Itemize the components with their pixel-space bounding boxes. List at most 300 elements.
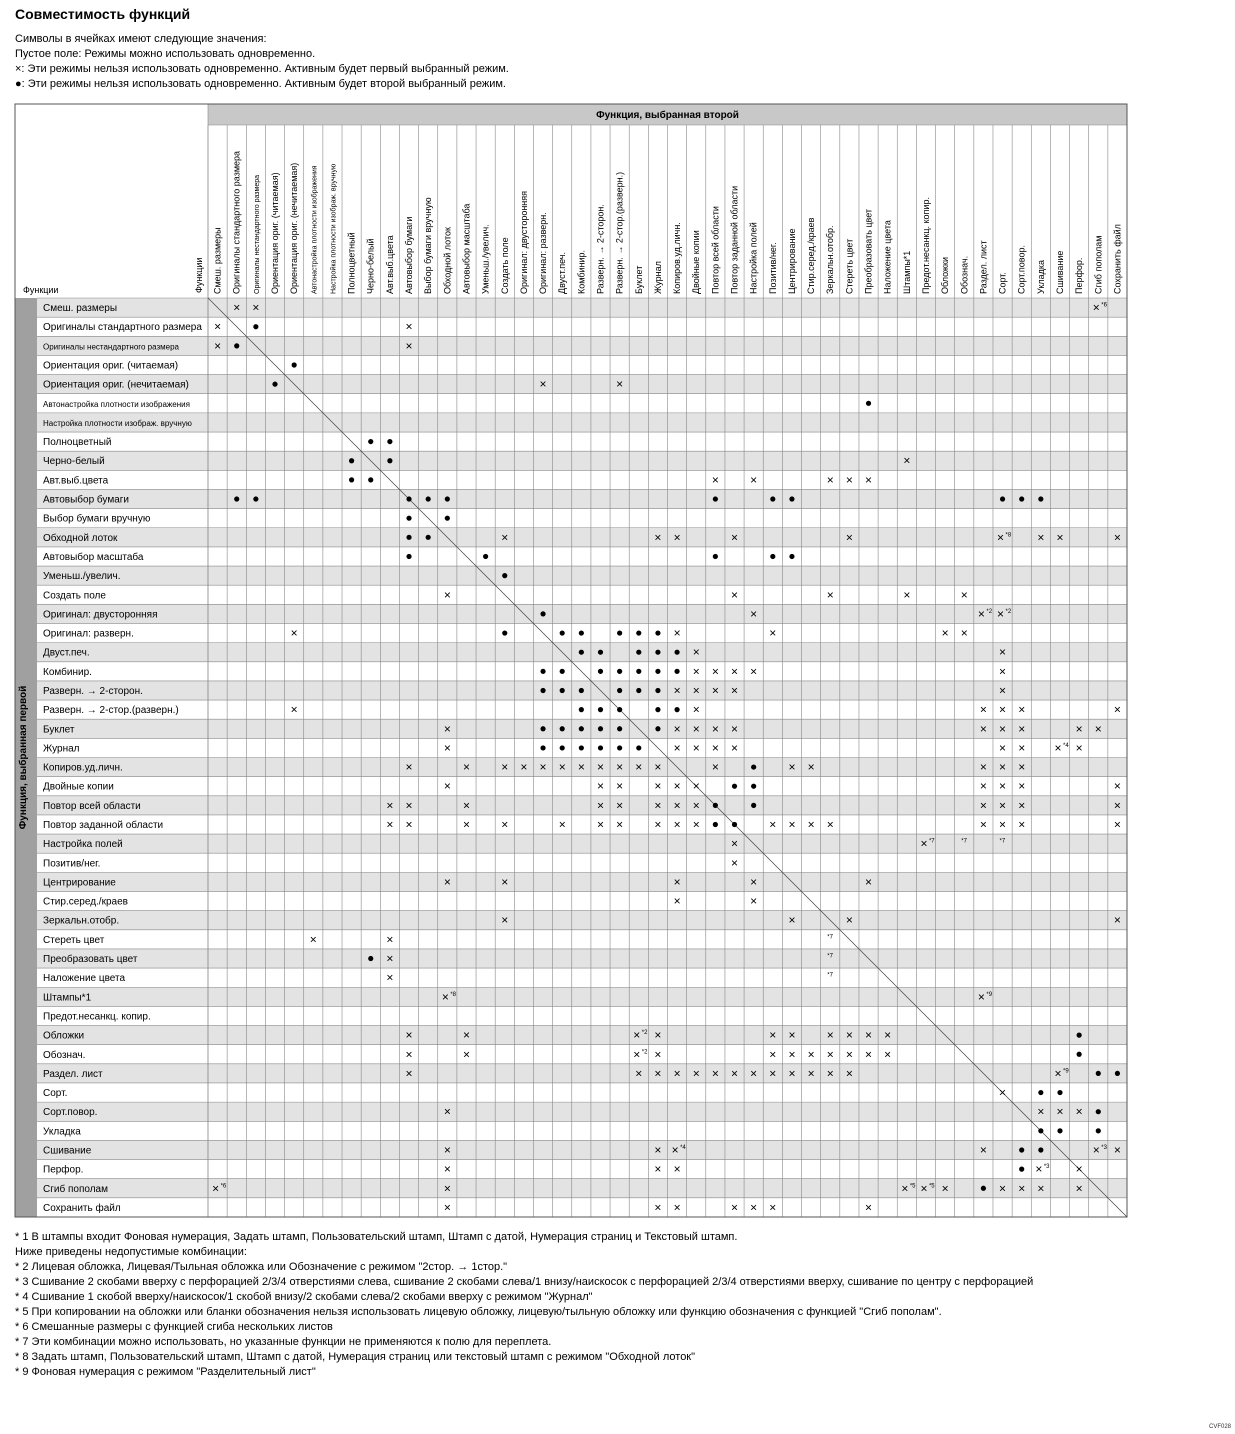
cell-mark: × [405, 338, 413, 353]
row-stripe [37, 949, 1127, 968]
cell-mark: × [654, 798, 662, 813]
column-header: Оригинал: разверн. [538, 212, 549, 294]
row-label: Наложение цвета [43, 973, 126, 985]
cell-mark: × [788, 1047, 796, 1062]
cell-footnote: *7 [961, 838, 967, 845]
row-stripe [37, 413, 1127, 432]
cell-footnote: *5 [909, 1183, 916, 1190]
column-header: Автовыбор бумаги [404, 216, 415, 294]
cell-mark: × [596, 817, 604, 832]
column-header: Автовыбор масштаба [461, 203, 472, 294]
cell-mark: × [731, 836, 739, 851]
corner-label: Функции [194, 257, 204, 293]
cell-mark: × [309, 932, 317, 947]
column-header: Позитив/нег. [767, 242, 778, 294]
cell-mark: × [1094, 721, 1102, 736]
cell-mark: × [845, 472, 853, 487]
cell-mark: × [405, 760, 413, 775]
cell-mark: × [692, 664, 700, 679]
cell-mark: × [1075, 1162, 1083, 1177]
cell-mark: × [865, 1028, 873, 1043]
cell-mark [732, 784, 737, 789]
cell-mark: × [845, 530, 853, 545]
row-label: Оригиналы стандартного размера [43, 322, 202, 334]
cell-mark [1096, 1071, 1101, 1076]
column-header: Перфор. [1074, 257, 1085, 294]
cell-mark: × [1018, 702, 1026, 717]
cell-mark [272, 382, 277, 387]
cell-mark: × [731, 664, 739, 679]
cell-mark: × [769, 817, 777, 832]
cell-mark: × [673, 626, 681, 641]
cell-mark: × [1113, 1142, 1121, 1157]
cell-mark [751, 764, 756, 769]
cell-mark [1038, 496, 1043, 501]
cell-mark: × [290, 626, 298, 641]
column-header: Создать поле [499, 237, 510, 294]
row-stripe [37, 987, 1127, 1006]
row-label: Сгиб пополам [43, 1183, 108, 1195]
cell-mark: × [462, 1047, 470, 1062]
cell-mark: × [214, 338, 222, 353]
cell-mark: × [979, 760, 987, 775]
cell-mark: × [865, 1047, 873, 1062]
cell-mark: × [673, 740, 681, 755]
cell-mark [234, 496, 239, 501]
cell-mark [540, 745, 545, 750]
cell-mark [1077, 1033, 1082, 1038]
column-header: Стир.серед./краев [806, 217, 817, 294]
cell-mark [445, 516, 450, 521]
row-label: Автовыбор масштаба [43, 551, 144, 563]
row-label: Двуст.печ. [43, 647, 90, 659]
cell-mark [617, 630, 622, 635]
cell-mark [502, 573, 507, 578]
cell-mark: × [1075, 721, 1083, 736]
cell-footnote: *7 [827, 972, 833, 979]
cell-mark [598, 745, 603, 750]
column-header: Оригинал: двусторонняя [518, 190, 529, 294]
cell-mark: × [386, 970, 394, 985]
cell-mark: × [692, 702, 700, 717]
cell-mark: × [635, 760, 643, 775]
column-header: Двуст.печ. [557, 252, 568, 294]
cell-mark: × [386, 932, 394, 947]
column-header: Черно-белый [365, 238, 376, 294]
cell-mark: × [788, 913, 796, 928]
footnote: * 7 Эти комбинации можно использовать, но указанные функции не применяются к полю для переплета. [15, 1336, 552, 1348]
cell-mark [292, 362, 297, 367]
column-header: Предот.несанкц. копир. [920, 197, 931, 294]
cell-mark [1057, 1128, 1062, 1133]
cell-mark [1057, 1090, 1062, 1095]
cell-mark: × [1113, 913, 1121, 928]
row-stripe [37, 528, 1127, 547]
column-header: Выбор бумаги вручную [423, 197, 434, 294]
cell-mark: × [731, 683, 739, 698]
column-header: Сохранить файл [1112, 224, 1123, 294]
cell-mark: × [692, 817, 700, 832]
cell-mark [617, 688, 622, 693]
cell-mark: × [711, 664, 719, 679]
cell-mark: × [654, 530, 662, 545]
cell-mark [1019, 496, 1024, 501]
cell-mark [540, 726, 545, 731]
row-label: Полноцветный [43, 437, 112, 449]
cell-mark: × [750, 874, 758, 889]
cell-mark: × [577, 760, 585, 775]
cell-mark: × [1056, 530, 1064, 545]
cell-mark: × [212, 1181, 220, 1196]
cell-mark [368, 956, 373, 961]
cell-footnote: *7 [827, 953, 833, 960]
cell-mark: × [616, 817, 624, 832]
cell-mark [579, 650, 584, 655]
cell-mark: × [711, 760, 719, 775]
cell-mark: × [443, 1200, 451, 1215]
cell-mark [1038, 1128, 1043, 1133]
cell-mark: × [654, 1066, 662, 1081]
row-label: Обходной лоток [43, 532, 118, 544]
cell-mark: × [558, 817, 566, 832]
row-label: Автонастройка плотности изображения [43, 399, 190, 409]
top-header-label: Функция, выбранная второй [596, 110, 739, 121]
cell-mark [540, 688, 545, 693]
cell-mark: × [769, 626, 777, 641]
cell-mark [579, 745, 584, 750]
cell-mark: × [616, 377, 624, 392]
row-label: Разверн. → 2-сторон. [43, 685, 143, 697]
cell-mark: × [405, 319, 413, 334]
row-label: Штампы*1 [43, 992, 92, 1004]
cell-mark: × [1018, 817, 1026, 832]
cell-mark: × [1018, 740, 1026, 755]
cell-mark: × [462, 798, 470, 813]
cell-mark: × [750, 664, 758, 679]
footnote: * 8 Задать штамп, Пользовательский штамп, Штамп с датой, Нумерация страниц или текстовый штамп с режимом "Обходной лоток" [15, 1351, 696, 1363]
cell-mark: × [252, 300, 260, 315]
cell-mark: × [654, 779, 662, 794]
column-header: Разверн. → 2-стор.(разверн.) [614, 171, 625, 294]
cell-mark: × [654, 1028, 662, 1043]
cell-footnote: *6 [1101, 302, 1107, 309]
cell-mark [655, 669, 660, 674]
column-header: Оригиналы нестандартного размера [253, 174, 261, 294]
cell-mark: × [692, 798, 700, 813]
cell-mark: × [386, 951, 394, 966]
row-label: Авт.выб.цвета [43, 475, 109, 487]
cell-mark: × [977, 989, 985, 1004]
cell-footnote: *5 [928, 1183, 935, 1190]
cell-mark [406, 535, 411, 540]
cell-mark: × [901, 1181, 909, 1196]
cell-mark: × [750, 606, 758, 621]
row-label: Повтор заданной области [43, 820, 164, 832]
cell-mark: × [960, 626, 968, 641]
cell-mark: × [214, 319, 222, 334]
row-label: Настройка полей [43, 839, 123, 851]
footnote: Ниже приведены недопустимые комбинации: [15, 1246, 247, 1258]
cell-mark: × [999, 664, 1007, 679]
cell-mark [636, 650, 641, 655]
column-header: Буклет [633, 265, 644, 294]
cell-mark: × [443, 721, 451, 736]
cell-mark: × [731, 1200, 739, 1215]
cell-mark: × [405, 798, 413, 813]
cell-mark [1096, 1128, 1101, 1133]
cell-mark: × [405, 817, 413, 832]
cell-mark: × [501, 817, 509, 832]
cell-footnote: *2 [1005, 608, 1012, 615]
cell-mark: × [405, 1066, 413, 1081]
cell-mark: × [903, 453, 911, 468]
row-label: Черно-белый [43, 456, 105, 468]
cell-mark [732, 822, 737, 827]
cell-mark: × [731, 530, 739, 545]
cell-mark: × [826, 587, 834, 602]
cell-footnote: *9 [1062, 1068, 1069, 1075]
cell-mark: × [1075, 1181, 1083, 1196]
cell-footnote: *7 [999, 838, 1006, 845]
legend-line: ●: Эти режимы нельзя использовать одновременно. Активным будет второй выбранный режим. [15, 78, 506, 90]
column-header: Раздел. лист [978, 240, 989, 294]
row-label: Стир.серед./краев [43, 896, 128, 908]
cell-mark: × [673, 683, 681, 698]
cell-mark: × [673, 817, 681, 832]
column-header: Ориентация ориг. (читаемая) [270, 172, 281, 294]
row-stripe [37, 911, 1127, 930]
column-header: Комбинир. [576, 249, 587, 294]
cell-mark [598, 707, 603, 712]
footnote: * 4 Сшивание 1 скобой вверху/наискосок/1 скобой внизу/2 скобами слева/2 скобами вверху с режимом "Журнал" [15, 1291, 593, 1303]
cell-mark: × [1018, 1181, 1026, 1196]
row-label: Сохранить файл [43, 1202, 121, 1214]
cell-mark [368, 477, 373, 482]
cell-mark [674, 669, 679, 674]
cell-mark [655, 726, 660, 731]
cell-mark [770, 554, 775, 559]
cell-mark: × [979, 798, 987, 813]
cell-mark: × [826, 472, 834, 487]
corner-label: Функции [23, 285, 59, 295]
cell-mark [655, 650, 660, 655]
cell-mark: × [731, 1066, 739, 1081]
cell-mark: × [692, 721, 700, 736]
row-label: Преобразовать цвет [43, 954, 138, 966]
figure-code: CVF028 [1208, 1424, 1231, 1430]
cell-mark [789, 554, 794, 559]
cell-mark [636, 688, 641, 693]
column-header: Авт.выб.цвета [384, 235, 395, 294]
cell-footnote: *8 [1005, 532, 1012, 539]
row-stripe [37, 375, 1127, 394]
cell-mark [540, 611, 545, 616]
cell-mark: × [1075, 1104, 1083, 1119]
cell-mark: × [673, 1162, 681, 1177]
cell-footnote: *6 [220, 1183, 227, 1190]
cell-mark: × [960, 587, 968, 602]
cell-mark: × [1018, 798, 1026, 813]
cell-mark [1019, 1147, 1024, 1152]
row-label: Повтор всей области [43, 800, 141, 812]
legend-line: ×: Эти режимы нельзя использовать одновременно. Активным будет первый выбранный режим. [15, 63, 509, 75]
cell-mark: × [633, 1047, 641, 1062]
cell-mark: × [1018, 760, 1026, 775]
cell-mark [655, 707, 660, 712]
cell-mark [426, 496, 431, 501]
cell-mark [502, 630, 507, 635]
cell-mark: × [443, 740, 451, 755]
cell-mark: × [290, 702, 298, 717]
cell-mark: × [616, 760, 624, 775]
cell-mark [253, 496, 258, 501]
cell-mark: × [692, 683, 700, 698]
cell-mark: × [654, 817, 662, 832]
cell-mark [1038, 1147, 1043, 1152]
cell-mark [483, 554, 488, 559]
cell-mark [560, 745, 565, 750]
cell-mark: × [997, 606, 1005, 621]
footnote: * 9 Фоновая нумерация с режимом "Разделительный лист" [15, 1366, 316, 1378]
row-label: Позитив/нег. [43, 858, 101, 870]
cell-mark: × [845, 1047, 853, 1062]
cell-mark: × [979, 721, 987, 736]
column-header: Автонастройка плотности изображения [311, 165, 319, 294]
row-label: Перфор. [43, 1164, 84, 1176]
cell-mark: × [405, 1028, 413, 1043]
footnote: * 1 В штампы входит Фоновая нумерация, Задать штамп, Пользовательский штамп, Штамп с датой, Нумерация страниц и Текстовый штамп. [15, 1231, 738, 1243]
row-label: Двойные копии [43, 781, 114, 793]
cell-mark: × [826, 1028, 834, 1043]
cell-mark: × [977, 606, 985, 621]
cell-mark: × [884, 1028, 892, 1043]
row-label: Оригинал: разверн. [43, 628, 134, 640]
column-header: Преобразовать цвет [863, 208, 874, 294]
row-label: Журнал [43, 743, 80, 755]
cell-mark [1038, 1090, 1043, 1095]
cell-mark [540, 669, 545, 674]
cell-mark [579, 630, 584, 635]
cell-mark: × [999, 760, 1007, 775]
column-header: Полноцветный [346, 232, 357, 294]
row-label: Буклет [43, 724, 75, 736]
cell-mark: × [941, 626, 949, 641]
cell-mark [349, 458, 354, 463]
row-label: Обознач. [43, 1049, 86, 1061]
cell-mark: × [673, 721, 681, 736]
cell-mark: × [654, 1047, 662, 1062]
cell-mark [1019, 1167, 1024, 1172]
cell-mark: × [711, 721, 719, 736]
cell-mark: × [1075, 740, 1083, 755]
cell-mark [1000, 496, 1005, 501]
row-label: Обложки [43, 1030, 85, 1042]
cell-mark: × [233, 300, 241, 315]
row-label: Центрирование [43, 877, 116, 889]
cell-mark: × [1018, 721, 1026, 736]
column-header: Копиров.уд.личн. [672, 222, 683, 294]
cell-footnote: *3 [1043, 1164, 1050, 1171]
column-header: Двойные копии [691, 230, 702, 294]
cell-footnote: *4 [1062, 742, 1069, 749]
cell-mark: × [501, 913, 509, 928]
cell-mark: × [711, 683, 719, 698]
cell-mark: × [903, 587, 911, 602]
cell-mark: × [1113, 798, 1121, 813]
cell-mark: × [441, 989, 449, 1004]
cell-mark: × [654, 760, 662, 775]
column-header: Наложение цвета [882, 220, 893, 294]
cell-mark: × [596, 798, 604, 813]
cell-mark: × [596, 760, 604, 775]
column-header: Сорт. [997, 272, 1008, 294]
cell-mark: × [826, 817, 834, 832]
cell-mark: × [539, 760, 547, 775]
cell-mark [234, 343, 239, 348]
cell-mark: × [1092, 300, 1100, 315]
cell-mark: × [884, 1047, 892, 1062]
cell-mark: × [711, 740, 719, 755]
cell-mark: × [462, 1028, 470, 1043]
cell-mark [579, 707, 584, 712]
cell-mark: × [673, 1200, 681, 1215]
row-stripe [37, 1179, 1127, 1198]
column-header: Укладка [1035, 259, 1046, 294]
cell-mark [655, 630, 660, 635]
cell-mark: × [1037, 530, 1045, 545]
cell-mark [617, 669, 622, 674]
footnote: * 5 При копировании на обложки или бланки обозначения нельзя использовать лицевую обложку, лицевую/тыльную обложку или функцию обозначения с функцией "Сгиб пополам". [15, 1306, 942, 1318]
cell-mark: × [1113, 779, 1121, 794]
column-header: Ориентация ориг. (нечитаемая) [289, 162, 300, 294]
column-header: Штампы*1 [901, 250, 912, 294]
cell-mark: × [1113, 530, 1121, 545]
column-header: Разверн. → 2-сторон. [595, 204, 606, 294]
cell-mark: × [711, 472, 719, 487]
column-header: Стереть цвет [844, 238, 855, 294]
cell-mark: × [443, 1142, 451, 1157]
column-header: Смеш. размеры [212, 227, 223, 294]
row-label: Автовыбор бумаги [43, 494, 129, 506]
cell-mark: × [673, 874, 681, 889]
cell-mark [387, 439, 392, 444]
cell-mark: × [616, 798, 624, 813]
row-stripe [37, 298, 1127, 317]
cell-mark: × [443, 1162, 451, 1177]
cell-mark [713, 554, 718, 559]
cell-mark [636, 669, 641, 674]
cell-mark: × [788, 1066, 796, 1081]
cell-mark: × [1037, 1104, 1045, 1119]
cell-mark: × [731, 721, 739, 736]
cell-mark [349, 477, 354, 482]
cell-mark: × [501, 874, 509, 889]
column-header: Оригиналы стандартного размера [231, 150, 242, 294]
cell-mark: × [865, 472, 873, 487]
row-label: Оригинал: двусторонняя [43, 609, 158, 621]
page-title: Совместимость функций [15, 6, 191, 22]
cell-mark: × [979, 817, 987, 832]
row-label: Раздел. лист [43, 1068, 103, 1080]
cell-mark: × [654, 1142, 662, 1157]
cell-mark [789, 496, 794, 501]
cell-mark: × [750, 894, 758, 909]
cell-mark: × [692, 645, 700, 660]
cell-mark: × [673, 779, 681, 794]
column-header: Обходной лоток [442, 227, 453, 294]
cell-footnote: *7 [928, 838, 935, 845]
cell-mark: × [999, 1181, 1007, 1196]
